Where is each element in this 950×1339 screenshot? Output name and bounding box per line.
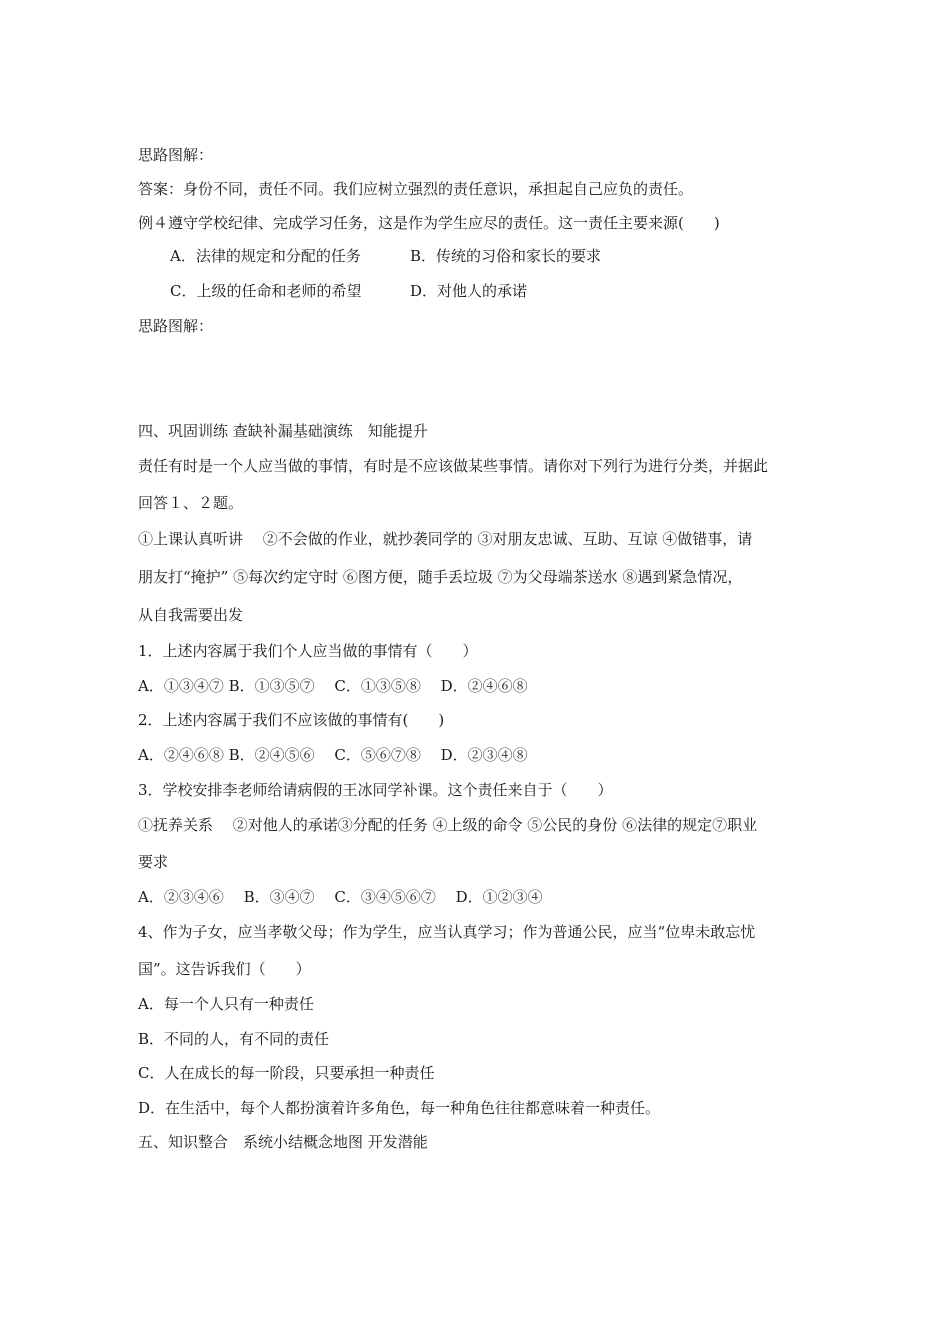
section-5-heading: 五、知识整合 系统小结概念地图 开发潜能 bbox=[138, 1133, 428, 1151]
question-3-items-line-2: 要求 bbox=[138, 853, 169, 871]
section-4-heading: 四、巩固训练 查缺补漏基础演练 知能提升 bbox=[138, 422, 428, 440]
example-4-option-d: D．对他人的承诺 bbox=[410, 282, 528, 300]
example-4-question: 例４遵守学校纪律、完成学习任务，这是作为学生应尽的责任。这一责任主要来源( ) bbox=[138, 214, 720, 232]
question-3-options: A．②③④⑥ B．③④⑦ C．③④⑤⑥⑦ D．①②③④ bbox=[138, 888, 543, 906]
question-1-options: A．①③④⑦ B．①③⑤⑦ C．①③⑤⑧ D．②④⑥⑧ bbox=[138, 677, 528, 695]
behaviors-list-line-3: 从自我需要出发 bbox=[138, 606, 244, 624]
behaviors-list-line-2: 朋友打“掩护” ⑤每次约定守时 ⑥图方便，随手丢垃圾 ⑦为父母端茶送水 ⑧遇到紧急情况， bbox=[138, 568, 743, 586]
question-4-option-a: A．每一个人只有一种责任 bbox=[138, 995, 314, 1013]
question-1: 1．上述内容属于我们个人应当做的事情有（ ） bbox=[138, 642, 478, 660]
question-4-line-1: 4、作为子女，应当孝敬父母；作为学生，应当认真学习；作为普通公民，应当“位卑未敢忘忧 bbox=[138, 923, 756, 941]
question-2: 2．上述内容属于我们不应该做的事情有( ) bbox=[138, 711, 445, 729]
answer-text: 答案：身份不同，责任不同。我们应树立强烈的责任意识，承担起自己应负的责任。 bbox=[138, 180, 694, 198]
question-4-line-2: 国”。这告诉我们（ ） bbox=[138, 960, 311, 978]
example-4-option-c: C．上级的任命和老师的希望 bbox=[170, 282, 362, 300]
thinking-diagram-label: 思路图解： bbox=[138, 146, 214, 164]
example-4-option-b: B．传统的习俗和家长的要求 bbox=[410, 247, 602, 265]
behaviors-list-line-1: ①上课认真听讲 ②不会做的作业，就抄袭同学的 ③对朋友忠诚、互助、互谅 ④做错事，请 bbox=[138, 530, 753, 548]
thinking-diagram-label-2: 思路图解： bbox=[138, 317, 214, 335]
section-4-intro-line-2: 回答１、２题。 bbox=[138, 494, 244, 512]
section-4-intro-line-1: 责任有时是一个人应当做的事情，有时是不应该做某些事情。请你对下列行为进行分类，并据此 bbox=[138, 457, 769, 475]
question-3: 3．学校安排李老师给请病假的王冰同学补课。这个责任来自于（ ） bbox=[138, 781, 613, 799]
question-2-options: A．②④⑥⑧ B．②④⑤⑥ C．⑤⑥⑦⑧ D．②③④⑧ bbox=[138, 746, 528, 764]
question-4-option-c: C．人在成长的每一阶段，只要承担一种责任 bbox=[138, 1064, 435, 1082]
example-4-option-a: A．法律的规定和分配的任务 bbox=[170, 247, 361, 265]
question-3-items-line-1: ①抚养关系 ②对他人的承诺③分配的任务 ④上级的命令 ⑤公民的身份 ⑥法律的规定⑦职业 bbox=[138, 816, 758, 834]
question-4-option-d: D．在生活中，每个人都扮演着许多角色，每一种角色往往都意味着一种责任。 bbox=[138, 1099, 661, 1117]
question-4-option-b: B．不同的人，有不同的责任 bbox=[138, 1030, 330, 1048]
